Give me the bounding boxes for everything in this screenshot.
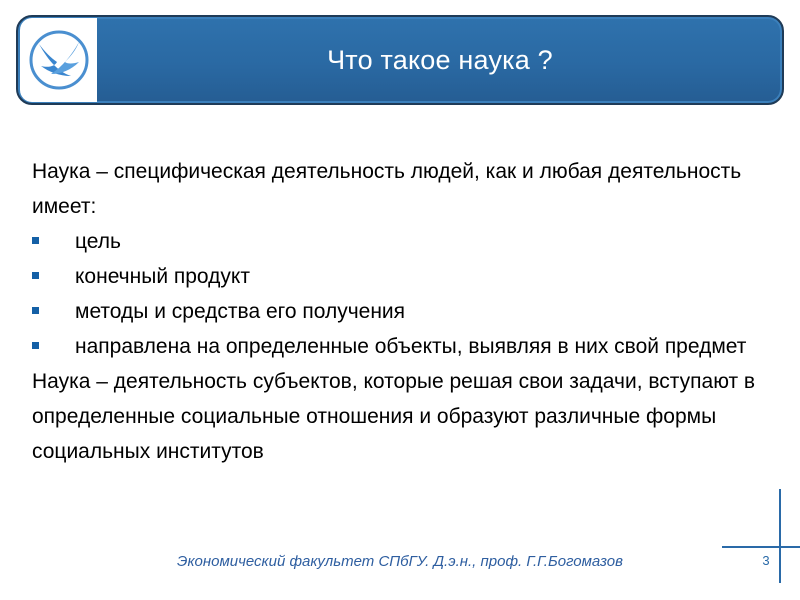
bullet-list: [32, 224, 772, 364]
slide-number: 3: [762, 553, 770, 568]
bullet-item-product: [32, 259, 772, 294]
square-bullet-icon: [32, 272, 39, 279]
bullet-text: цель: [75, 230, 121, 253]
square-bullet-icon: [32, 342, 39, 349]
bullet-item-methods: [32, 294, 772, 329]
bullet-text: конечный продукт: [75, 265, 250, 288]
slide-title: Что такое наука ?: [327, 45, 553, 75]
bullet-text: направлена на определенные объекты, выявляя в них свой предмет: [75, 335, 747, 358]
bullet-item-objects: [32, 329, 772, 364]
footer-author: Экономический факультет СПбГУ. Д.э.н., проф. Г.Г.Богомазов: [177, 553, 623, 570]
square-bullet-icon: [32, 307, 39, 314]
conclusion-paragraph: Наука – деятельность субъектов, которые решая свои задачи, вступают в определенные социальные отношения и образуют различные формы социальных институтов: [32, 370, 756, 463]
footer-divider-vertical: [779, 489, 781, 583]
bullet-item-goal: [32, 224, 772, 259]
bullet-text: методы и средства его получения: [75, 300, 406, 323]
university-logo-icon: [27, 28, 91, 92]
slide-content: [32, 154, 772, 469]
footer-divider-horizontal: [722, 546, 800, 548]
intro-paragraph: Наука – специфическая деятельность людей, как и любая деятельность имеет:: [32, 160, 742, 218]
logo-container: [20, 18, 97, 102]
square-bullet-icon: [32, 237, 39, 244]
